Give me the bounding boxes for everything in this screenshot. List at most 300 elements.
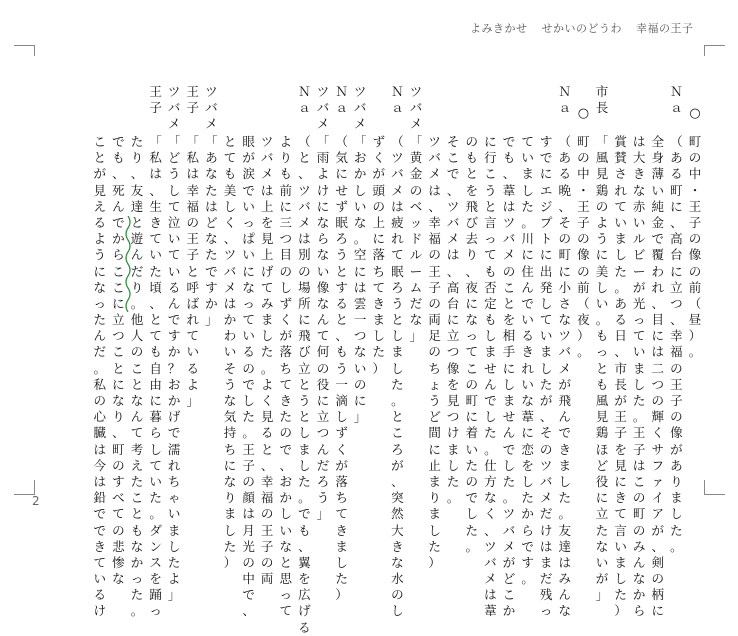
text-char: し [279,506,293,522]
text-char: に [372,231,386,247]
text-char: い [167,263,181,279]
text-char: 、 [298,538,311,554]
text-char: い [167,231,181,247]
text-char: も [484,263,497,279]
text-char: ん [316,441,330,457]
text-char: 。 [632,409,646,425]
text-column [390,134,404,620]
text-char: て [167,198,181,214]
text-char: 三 [279,214,293,230]
speaker-label [149,84,163,116]
text-char: も [502,150,516,166]
text-char: き [279,393,293,408]
text-char: 。 [93,360,107,376]
text-char: て [242,312,255,328]
text-char: 何 [316,344,330,360]
text-char: あ [670,457,683,473]
text-char: は [539,538,553,554]
text-char: か [112,231,125,247]
text-char: 」 [353,409,367,425]
text-char: た [335,571,348,587]
text-char: る [298,619,311,635]
text-char: た [130,473,144,489]
text-char: に [446,312,460,328]
text-column [130,134,144,620]
text-char: た [614,587,627,603]
text-char: し [391,328,404,344]
text-char: た [372,344,386,360]
text-char: し [298,457,311,473]
text-char: の [316,360,330,376]
text-char: い [353,360,367,376]
text-char: た [93,312,107,328]
text-char: 」 [205,312,218,328]
text-char: 町 [558,247,572,263]
text-char: て [279,376,293,392]
text-char: 眠 [391,263,404,279]
text-char: ん [558,409,572,425]
text-char: も [465,150,479,166]
text-char: り [428,490,441,506]
text-char: し [614,247,627,263]
text-char: で [446,166,460,182]
speaker-char: ツ [409,84,423,99]
text-char: 行 [484,150,497,166]
text-char: い [223,344,237,360]
text-char: メ [391,182,404,198]
text-char: の [391,587,404,603]
text-char: ツ [298,182,311,198]
header-series: よみきかせ [470,22,528,35]
text-char: び [465,214,479,230]
text-char: （ [558,134,572,149]
text-char: も [484,312,497,328]
text-char: し [632,376,646,392]
text-char: の [651,571,665,587]
text-char: ベ [409,198,423,214]
text-char: ほ [595,441,609,457]
text-char: 像 [688,247,702,263]
text-char: 眼 [242,134,255,149]
text-char: 飛 [558,393,572,408]
text-char: い [632,214,646,230]
text-char: （ [335,134,348,149]
text-char: サ [651,441,665,457]
speaker-char: 王 [186,84,200,99]
text-char: よ [316,166,330,182]
text-char: 見 [260,409,274,425]
text-char: に [428,441,441,457]
text-char: つ [353,328,367,344]
text-char: が [651,522,665,538]
text-char: と [298,409,311,425]
text-char: 光 [632,295,646,311]
text-char: メ [428,166,441,182]
text-char: 疲 [391,214,404,230]
text-char: こ [391,425,404,441]
text-char: は [353,279,367,295]
text-char: を [298,571,311,587]
speaker-label [167,84,181,133]
text-char: 柄 [651,587,665,603]
text-char: き [335,522,348,538]
text-char: ん [632,554,646,570]
text-char: か [502,603,516,619]
text-char: に [223,457,237,473]
text-column [242,134,256,620]
text-char: な [409,312,423,328]
text-char: ま [539,554,553,570]
text-char: 、 [260,457,274,473]
text-char: メ [502,538,516,554]
text-char: だ [539,571,553,587]
text-char: ） [688,328,702,344]
text-char: く [651,425,665,441]
text-char: る [93,587,107,603]
text-char: こ [93,134,107,149]
speaker-label [204,84,218,133]
text-char: た [428,538,441,554]
text-char: 立 [316,409,330,425]
text-char: の [577,150,590,166]
text-char: き [632,166,646,182]
text-char: り [112,409,125,425]
text-char: ） [372,360,386,376]
text-char: ど [595,457,609,473]
header-title: 幸福の王子 [636,22,694,35]
text-char: き [372,295,386,311]
text-char: の [539,441,553,457]
text-char: 純 [651,198,665,214]
text-char: て [316,328,330,344]
text-char: 死 [112,182,125,198]
text-char: は [223,295,237,311]
text-char: フ [651,457,665,473]
text-char: い [465,441,479,457]
text-char: 夜 [465,279,479,295]
text-char: の [112,522,125,538]
text-char: と [279,554,293,570]
text-char: 足 [428,328,441,344]
text-char: っ [279,587,293,603]
text-char: で [298,506,311,522]
text-char: き [391,538,404,554]
text-char: も [595,328,609,344]
scene-marker: ○ [577,106,590,121]
speaker-char: メ [409,116,423,132]
speaker-char: バ [205,100,218,116]
text-column [149,134,163,620]
text-char: 臓 [93,425,107,441]
text-char: 「 [409,134,423,149]
text-char: 子 [186,247,200,263]
text-char: の [651,393,665,408]
text-column [167,134,181,603]
text-char: 私 [93,376,107,392]
text-char: う [316,490,330,506]
text-char: れ [186,312,200,328]
text-char: 私 [186,150,200,166]
text-char: て [539,312,553,328]
text-char: て [484,247,497,263]
text-char: 立 [595,506,609,522]
text-char: お [353,150,367,166]
text-char: し [521,473,534,489]
text-char: し [391,603,404,619]
text-char: 黄 [409,150,423,166]
text-char: い [539,328,553,344]
text-char: 方 [484,473,497,489]
text-char: ツ [539,457,553,473]
text-char: の [465,473,479,489]
text-char: で [521,295,534,311]
text-char: 広 [298,587,311,603]
text-char: し [260,328,274,344]
speaker-label [390,84,404,116]
text-char: り [465,247,479,263]
speaker-char: 長 [595,100,609,116]
text-char: 由 [149,376,162,392]
text-char: ァ [651,473,665,489]
text-char: 子 [577,214,590,230]
text-char: っ [149,603,162,619]
text-char: し [502,376,516,392]
text-char: な [391,554,404,570]
text-char: 全 [651,134,665,149]
text-char: （ [577,295,590,311]
text-char: 「 [205,134,218,149]
text-char: う [335,247,348,263]
text-char: ど [428,409,441,425]
text-char: わ [651,263,665,279]
text-char: が [558,376,572,392]
text-char: つ [446,409,460,425]
text-char: ち [223,441,237,457]
speaker-char: ａ [335,100,348,116]
text-char: の [595,198,609,214]
text-char: は [428,182,441,198]
speaker-char: バ [316,100,330,116]
text-char: の [428,247,441,263]
text-char: は [205,198,218,214]
text-char: に [112,376,125,392]
text-char: ろ [335,231,348,247]
text-char: ） [335,587,348,603]
text-char: か [167,344,181,360]
text-char: ト [539,231,553,247]
text-char: ち [372,263,386,279]
text-char: 。 [130,295,144,311]
text-char: 、 [130,166,144,182]
text-char: 上 [260,247,274,263]
text-char: で [558,425,572,441]
text-char: 、 [539,409,553,425]
text-char: 子 [670,393,683,408]
text-char: の [577,231,590,247]
text-char: の [353,376,367,392]
text-char: 風 [595,150,609,166]
text-char: な [353,344,367,360]
text-char: す [539,134,553,149]
crop-mark-top-right [704,45,725,56]
text-char: 遊 [130,231,144,247]
text-char: ど [205,214,218,230]
text-char: う [595,231,609,247]
text-char: エ [539,182,553,198]
text-char: 私 [149,150,162,166]
text-char: 手 [502,344,516,360]
text-char: す [112,473,125,489]
text-char: た [260,344,274,360]
text-char: メ [539,490,553,506]
text-column [688,134,702,361]
text-char: 剣 [651,554,665,570]
text-column [614,134,628,620]
text-char: っ [242,214,255,230]
text-char: で [205,263,218,279]
text-char: 日 [614,328,627,344]
text-char: 幸 [670,328,683,344]
text-char: し [446,457,460,473]
text-char: に [539,166,553,182]
text-column [651,134,665,620]
text-char: れ [614,182,627,198]
text-char: バ [391,166,404,182]
text-char: ー [632,263,646,279]
text-char: メ [502,247,516,263]
text-char: か [167,393,181,408]
text-column [446,134,460,506]
text-char: て [465,344,479,360]
text-char: が [335,457,348,473]
text-char: り [223,490,237,506]
text-char: く [279,312,293,328]
text-char: 高 [670,231,683,247]
text-char: 、 [242,603,255,619]
text-char: れ [167,457,181,473]
text-char: 別 [298,247,311,263]
speaker-char: バ [353,100,367,116]
text-char: て [614,506,627,522]
text-char: ツ [391,150,404,166]
text-char: も [279,166,293,182]
text-char: ゃ [167,490,181,506]
text-char: 定 [484,295,497,311]
text-char: が [93,166,107,182]
text-char: 落 [335,473,348,489]
speaker-char: 子 [149,100,162,116]
text-char: と [465,166,479,182]
text-char: ろ [316,473,330,489]
text-char: り [130,150,144,166]
text-char: （ [688,295,702,311]
text-column [204,134,218,328]
text-char: に [558,263,572,279]
text-char: つ [316,425,330,441]
text-char: 町 [688,134,702,149]
text-char: た [167,554,181,570]
text-char: 王 [670,376,683,392]
text-char: せ [335,182,348,198]
text-char: な [93,279,107,295]
speaker-label [558,84,572,116]
text-char: ば [186,295,200,311]
text-char: は [558,554,572,570]
text-char: 否 [484,279,497,295]
text-char: と [130,214,144,230]
text-char: が [372,166,386,182]
text-char: で [484,393,497,408]
text-char: 今 [93,457,107,473]
text-char: も [149,344,162,360]
text-char: ん [130,247,144,263]
text-char: き [93,538,107,554]
text-char: ち [335,490,348,506]
text-char: 像 [316,279,330,295]
text-column [632,134,646,620]
text-char: 薄 [651,166,665,182]
text-char: せ [502,409,516,425]
text-char: い [595,295,609,311]
text-char: こ [112,344,125,360]
text-char: て [167,247,181,263]
text-column [465,134,479,555]
text-char: と [391,312,404,328]
text-char: 。 [130,603,144,619]
text-char: っ [130,571,144,587]
text-char: 気 [335,150,348,166]
text-char: 。 [260,360,274,376]
text-column [428,134,442,571]
text-char: い [632,344,646,360]
text-char: ム [409,279,423,295]
text-char: ツ [502,506,516,522]
text-char: 。 [521,214,534,230]
text-char: の [242,473,255,489]
text-char: 輝 [651,409,665,425]
text-char: で [521,538,534,554]
text-char: メ [260,166,274,182]
text-char: た [502,473,516,489]
text-char: バ [223,263,237,279]
text-char: 鶏 [595,182,609,198]
text-char: い [279,522,293,538]
text-char: た [223,538,237,554]
text-char: る [260,425,274,441]
text-char: 、 [651,295,665,311]
text-char: バ [428,150,441,166]
text-char: こ [130,360,144,376]
text-char: 見 [93,182,107,198]
text-char: 。 [465,538,479,554]
text-char: の [260,554,274,570]
text-char: 、 [112,166,125,182]
script-body [48,84,702,635]
text-char: う [391,295,404,311]
text-char: 像 [670,425,683,441]
text-char: な [316,214,330,230]
text-char: の [112,457,125,473]
text-char: も [130,522,144,538]
text-char: れ [521,360,534,376]
text-char: た [521,198,534,214]
text-char: 相 [502,328,516,344]
text-char: に [651,328,665,344]
text-char: し [502,457,516,473]
text-char: み [260,295,274,311]
text-char: も [335,344,348,360]
text-char: 空 [353,247,367,263]
